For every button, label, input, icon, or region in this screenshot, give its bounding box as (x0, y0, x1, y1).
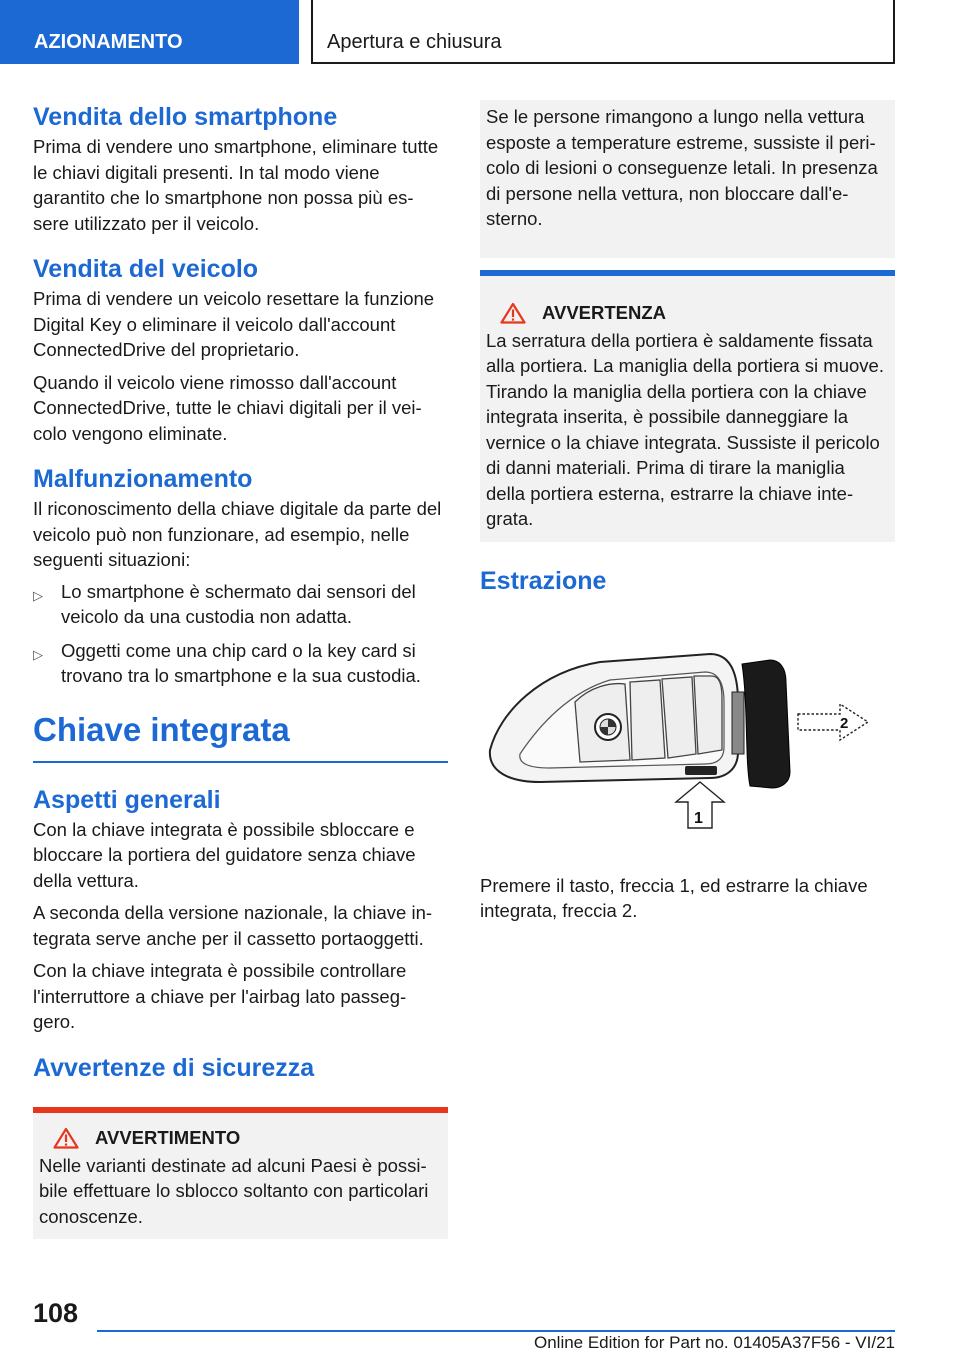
left-column (33, 100, 448, 1239)
chapter-title: Chiave integrata (33, 707, 448, 763)
paragraph: Prima di vendere un veicolo resettare la funzione Digital Key o eliminare il veicolo dall'account ConnectedDrive del proprietario. (33, 288, 435, 360)
notice-header (486, 302, 889, 324)
heading: Vendita del veicolo (33, 255, 259, 283)
bullet-list (33, 579, 448, 689)
warning-text: Nelle varianti destinate ad alcuni Paesi è possi-bile effettuare lo sblocco soltanto con particolari conoscenze. (39, 1154, 429, 1227)
section-avvertenze-sicurezza (33, 1051, 448, 1240)
page-number: 108 (33, 1298, 79, 1328)
paragraph: Prima di vendere uno smartphone, eliminare tutte le chiavi digitali presenti. In tal modo viene garantito che lo smartphone non possa più es-sere utilizzato per il veicolo. (33, 136, 439, 234)
paragraph: Con la chiave integrata è possibile controllare l'interruttore a chiave per l'airbag lato passeg-gero. (33, 960, 407, 1032)
list-item: ▷ Oggetti come una chip card o la key card si trovano tra lo smartphone e la sua custodia. (33, 639, 421, 686)
warning-header (39, 1127, 442, 1149)
triangle-bullet-icon: ▷ (33, 646, 43, 662)
warning-box-continued (480, 100, 895, 258)
section-malfunzionamento (33, 462, 448, 689)
paragraph: Quando il veicolo viene rimosso dall'account ConnectedDrive, tutte le chiavi digitali per il vei-colo vengono eliminate. (33, 371, 422, 444)
footer-rule (97, 1330, 895, 1332)
notice-box (480, 270, 895, 542)
section-tab: AZIONAMENTO (0, 0, 299, 64)
key-fob-illustration (480, 642, 895, 832)
warning-title: AVVERTIMENTO (95, 1126, 241, 1148)
figure-label-1: 1 (694, 809, 703, 827)
figure-caption: Premere il tasto, freccia 1, ed estrarre la chiave integrata, freccia 2. (480, 874, 868, 921)
warning-triangle-icon (500, 302, 526, 324)
figure-label-2: 2 (840, 714, 849, 732)
section-aspetti-generali (33, 783, 448, 1035)
warning-text: Se le persone rimangono a lungo nella vettura esposte a temperature estreme, sussiste il peri-colo di lesioni o conseguenze letali. In presenza di persone nella vettura, non bloccare dall'e-sterno. (486, 106, 878, 229)
footer-edition: Online Edition for Part no. 01405A37F56 - VI/21 (533, 1333, 895, 1352)
section-vendita-veicolo (33, 252, 448, 446)
paragraph: Il riconoscimento della chiave digitale da parte del veicolo può non funzionare, ad esempio, nelle seguenti situazioni: (33, 498, 442, 570)
right-column (480, 100, 895, 924)
warning-triangle-icon (53, 1127, 79, 1149)
heading: Vendita dello smartphone (33, 103, 338, 131)
list-item: ▷ Lo smartphone è schermato dai sensori del veicolo da una custodia non adatta. (33, 580, 416, 627)
paragraph: Con la chiave integrata è possibile sbloccare e bloccare la portiera del guidatore senza chiave della vettura. (33, 818, 416, 891)
warning-box (33, 1107, 448, 1240)
triangle-bullet-icon: ▷ (33, 587, 43, 603)
heading: Avvertenze di sicurezza (33, 1053, 315, 1082)
paragraph: A seconda della versione nazionale, la chiave in-tegrata serve anche per il cassetto portaoggetti. (33, 902, 433, 949)
section-vendita-smartphone (33, 100, 448, 236)
heading-estrazione: Estrazione (480, 566, 607, 595)
page-header-title: Apertura e chiusura (311, 0, 895, 64)
notice-title: AVVERTENZA (542, 301, 667, 323)
heading: Malfunzionamento (33, 465, 253, 493)
notice-text: La serratura della portiera è saldamente fissata alla portiera. La maniglia della portiera si muove. Tirando la maniglia della portiera con la chiave integrata inserita, è possibile danneggiare la vernice o la chiave integrata. Sussiste il pericolo di danni materiali. Prima di tirare la maniglia della portiera esterna, estrarre la chiave inte-grata. (486, 329, 884, 529)
heading: Aspetti generali (33, 785, 221, 814)
